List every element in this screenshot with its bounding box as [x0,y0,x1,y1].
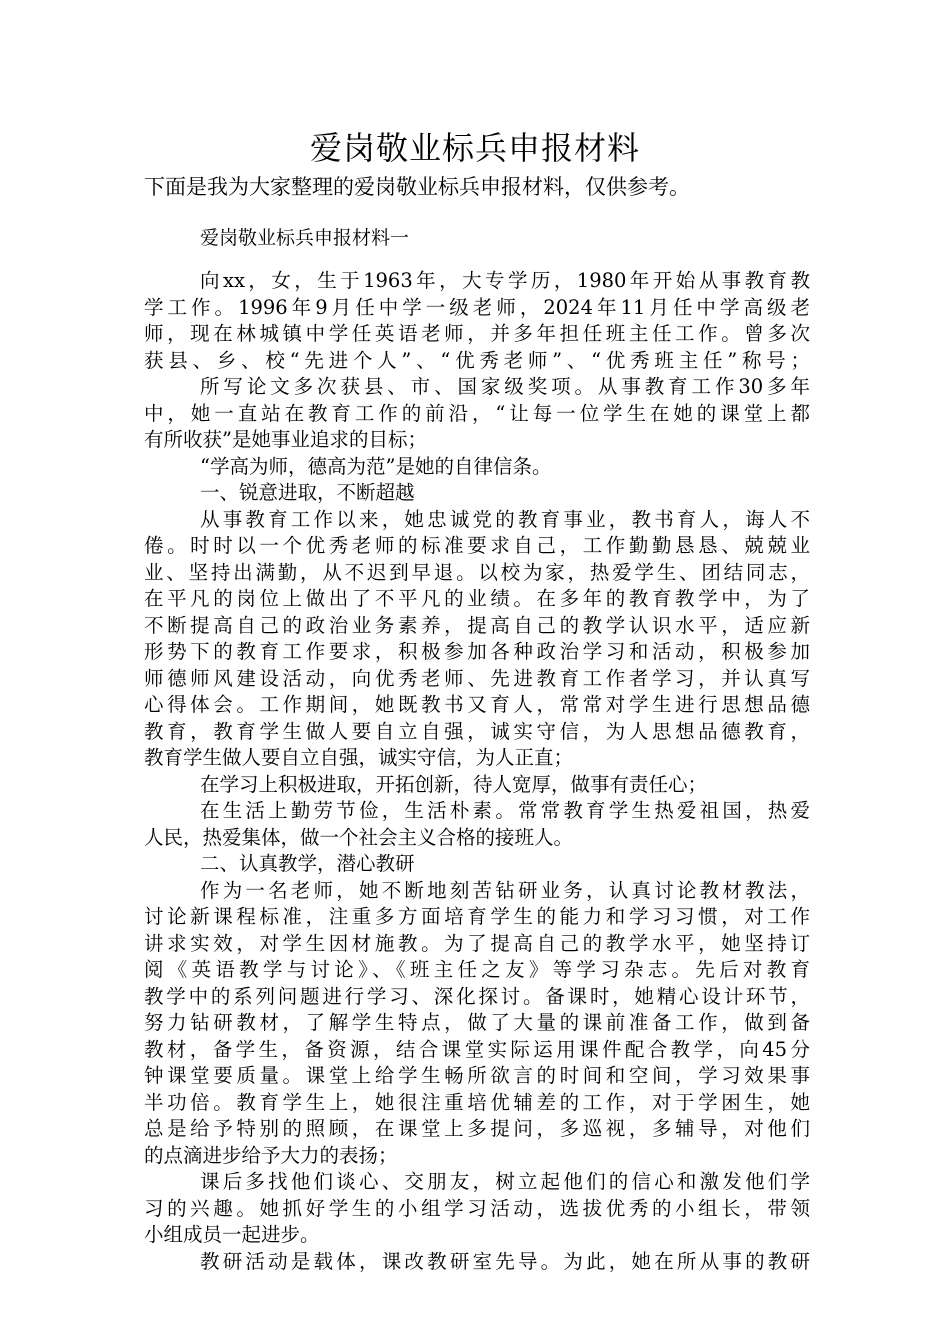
body-line: “学高为师，德高为范”是她的自律信条。 [200,454,552,478]
body-line: 教材，备学生，备资源，结合课堂实际运用课件配合教学，向45分 [144,1037,810,1061]
body-line: 努力钻研教材，了解学生特点，做了大量的课前准备工作，做到备 [144,1011,810,1034]
body-line: 从事教育工作以来，她忠诚党的教育事业，教书育人，诲人不 [200,507,810,531]
body-line: 心得体会。工作期间，她既教书又育人，常常对学生进行思想品德 [144,693,810,716]
body-line: 总是给予特别的照顾，在课堂上多提问，多巡视，多辅导，对他们 [144,1117,810,1140]
body-line: 在生活上勤劳节俭，生活朴素。常常教育学生热爱祖国，热爱 [200,799,810,822]
body-line: 讨论新课程标准，注重多方面培育学生的能力和学习习惯，对工作 [144,905,810,928]
body-line: 教育学生做人要自立自强，诚实守信，为人正直； [144,746,574,769]
intro-text: 下面是我为大家整理的爱岗敬业标兵申报材料，仅供参考。 [144,175,690,199]
body-line: 业、坚持出满勤，从不迟到早退。以校为家，热爱学生、团结同志， [144,560,810,584]
body-line: 讲求实效，对学生因材施教。为了提高自己的教学水平，她坚持订 [144,931,810,955]
body-line: 向xx，女，生于1963年，大专学历，1980年开始从事教育教 [200,269,810,292]
body-line: 习的兴趣。她抓好学生的小组学习活动，选拔优秀的小组长，带领 [144,1196,810,1220]
body-line: 钟课堂要质量。课堂上给学生畅所欲言的时间和空间，学习效果事 [144,1064,810,1087]
body-line: 在学习上积极进取，开拓创新，待人宽厚，做事有责任心； [200,772,708,796]
section-heading: 爱岗敬业标兵申报材料一 [200,227,410,249]
body-line: 小组成员一起进步。 [144,1223,320,1246]
body-line: 中，她一直站在教育工作的前沿，“让每一位学生在她的课堂上都 [144,401,810,425]
body-line: 在平凡的岗位上做出了不平凡的业绩。在多年的教育教学中，为了 [144,587,810,610]
body-line: 作为一名老师，她不断地刻苦钻研业务，认真讨论教材教法， [200,878,810,902]
body-line: 一、锐意进取，不断超越 [200,481,415,504]
body-line: 课后多找他们谈心、交朋友，树立起他们的信心和激发他们学 [200,1170,810,1193]
body-line: 阅《英语教学与讨论》、《班主任之友》等学习杂志。先后对教育 [144,958,810,981]
document-body [144,268,810,1275]
body-line: 教学中的系列问题进行学习、深化探讨。备课时，她精心设计环节， [144,984,810,1008]
body-line: 人民，热爱集体，做一个社会主义合格的接班人。 [144,825,574,849]
body-line: 教育，教育学生做人要自立自强，诚实守信，为人思想品德教育， [144,719,810,743]
body-line: 二、认真教学，潜心教研 [200,852,415,875]
body-line: 学工作。1996年9月任中学一级老师，2024年11月任中学高级老 [144,295,810,319]
body-line: 有所收获”是她事业追求的目标； [144,428,427,451]
body-line: 形势下的教育工作要求，积极参加各种政治学习和活动，积极参加 [144,640,810,663]
body-line: 获县、乡、校“先进个人”、“优秀老师”、“优秀班主任”称号； [144,348,810,372]
body-line: 倦。时时以一个优秀老师的标准要求自己，工作勤勤恳恳、兢兢业 [144,534,810,557]
body-line: 半功倍。教育学生上，她很注重培优辅差的工作，对于学困生，她 [144,1090,810,1114]
body-line: 所写论文多次获县、市、国家级奖项。从事教育工作30多年 [200,375,810,398]
body-line: 教研活动是载体，课改教研室先导。为此，她在所从事的教研 [200,1249,810,1273]
document-title: 爱岗敬业标兵申报材料 [309,129,640,167]
body-line: 师，现在林城镇中学任英语老师，并多年担任班主任工作。曾多次 [144,322,810,345]
body-line: 不断提高自己的政治业务素养，提高自己的教学认识水平，适应新 [144,613,810,637]
body-line: 的点滴进步给予大力的表扬； [144,1143,398,1167]
body-line: 师德师风建设活动，向优秀老师、先进教育工作者学习，并认真写 [144,666,810,690]
